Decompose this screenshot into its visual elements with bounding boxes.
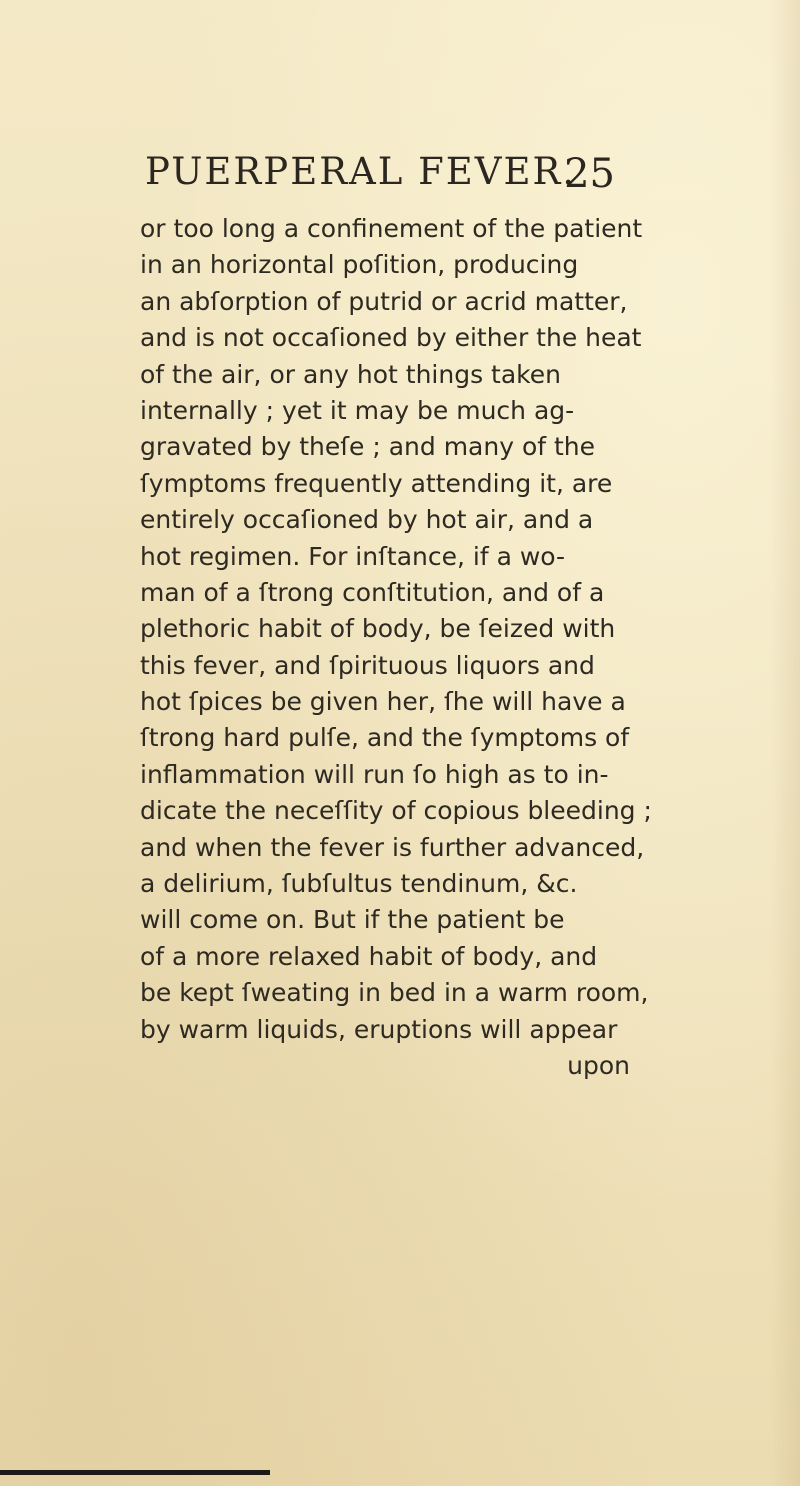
text-line: of the air, or any hot things taken: [140, 359, 561, 389]
text-line: or too long a confinement of the patient: [140, 214, 643, 243]
text-line: dicate the neceſſity of copious bleeding ;: [140, 796, 652, 826]
text-line: man of a ſtrong conſtitution, and of a: [140, 577, 605, 607]
text-line: and when the fever is further advanced,: [140, 832, 645, 862]
text-line: a delirium, ſubſultus tendinum, &c.: [140, 869, 578, 899]
catchword: upon: [567, 1050, 630, 1080]
text-line: plethoric habit of body, be ſeized with: [140, 614, 616, 644]
page-number: 25: [564, 151, 615, 197]
text-line: entirely occaſioned by hot air, and a: [140, 505, 594, 535]
bottom-edge-rule: [0, 1470, 270, 1475]
text-line: of a more relaxed habit of body, and: [140, 941, 598, 971]
text-line: and is not occaſioned by either the heat: [140, 323, 642, 353]
text-line: hot regimen. For inſtance, if a wo-: [140, 541, 566, 571]
text-line: an abſorption of putrid or acrid matter,: [140, 286, 628, 316]
text-line: in an horizontal poſition, producing: [140, 250, 579, 280]
text-line: hot ſpices be given her, ſhe will have a: [140, 687, 626, 717]
text-line: gravated by theſe ; and many of the: [140, 432, 596, 462]
text-line: internally ; yet it may be much ag-: [140, 395, 575, 425]
text-line: will come on. But if the patient be: [140, 905, 565, 935]
body-text: [140, 211, 652, 1084]
running-head: [145, 147, 615, 197]
text-line: inflammation will run ſo high as to in-: [140, 759, 609, 789]
text-line: this fever, and ſpirituous liquors and: [140, 650, 595, 680]
text-line: ſymptoms frequently attending it, are: [140, 468, 613, 498]
running-head-title: PUERPERAL FEVER.: [145, 150, 577, 193]
text-line: by warm liquids, eruptions will appear: [140, 1014, 618, 1044]
text-line: be kept ſweating in bed in a warm room,: [140, 978, 649, 1008]
text-line: ſtrong hard pulſe, and the ſymptoms of: [140, 723, 630, 753]
page-edge-shadow: [770, 0, 800, 1486]
